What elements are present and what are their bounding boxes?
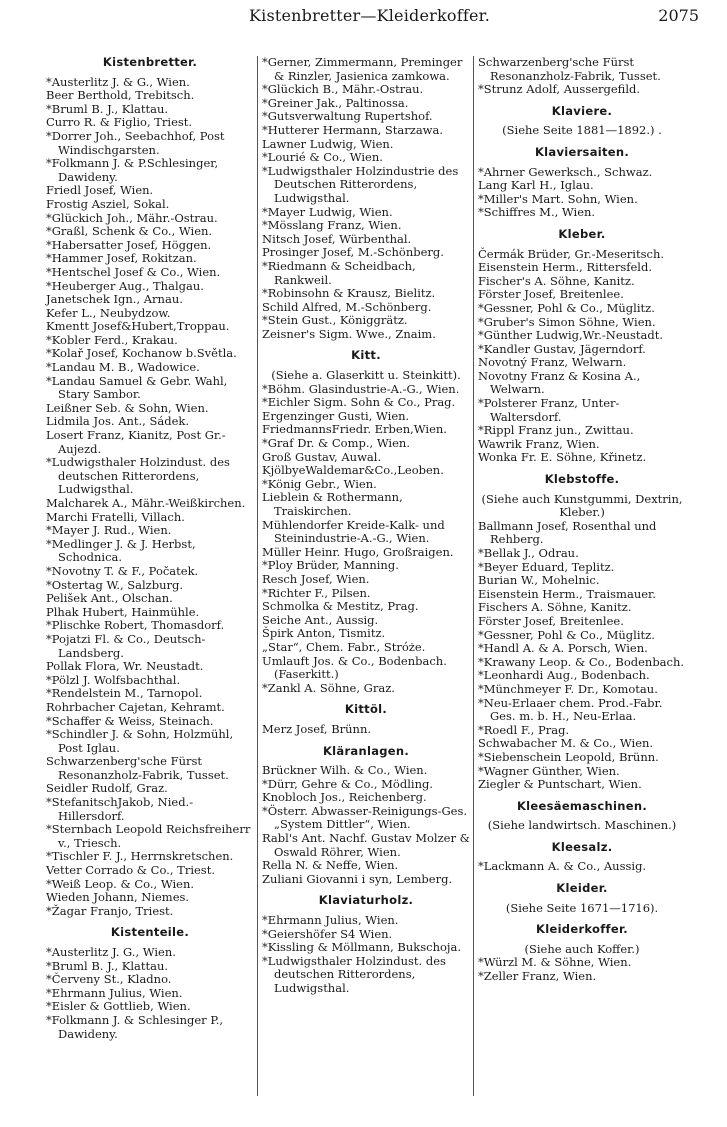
list-entry: Vetter Corrado & Co., Triest. xyxy=(46,863,215,878)
column-1 xyxy=(46,56,254,1127)
list-entry: *Novotny T. & F., Počatek. xyxy=(46,563,199,578)
list-entry: Losert Franz, Kianitz, Post Gr.-Aujezd. xyxy=(46,428,226,456)
list-entry: *Ehrmann Julius, Wien. xyxy=(46,985,183,1000)
page-title: Kistenbretter—Kleiderkoffer. xyxy=(248,6,491,25)
list-entry: Umlauft Jos. & Co., Bodenbach. (Faserkitt.) xyxy=(262,653,447,682)
list-entry: *Rippl Franz jun., Zwittau. xyxy=(478,423,634,438)
list-entry: *Miller's Mart. Sohn, Wien. xyxy=(478,191,638,206)
list-entry: *Dürr, Gehre & Co., Mödling. xyxy=(262,776,433,791)
section-title: Kistenteile. xyxy=(110,925,190,940)
list-entry: FriedmannsFriedr. Erben,Wien. xyxy=(262,422,447,437)
section-note: (Siehe auch Kunstgummi, Dextrin, Kleber.) xyxy=(481,491,683,520)
section-title: Kläranlagen. xyxy=(322,743,410,758)
list-entry: Seiche Ant., Aussig. xyxy=(262,612,379,627)
list-entry: *Schindler J. & Sohn, Holzmühl, Post Iglau. xyxy=(46,727,234,755)
list-entry: *Hentschel Josef & Co., Wien. xyxy=(46,264,221,279)
list-entry: *Greiner Jak., Paltinossa. xyxy=(262,95,409,110)
list-entry: *Pölzl J. Wolfsbachthal. xyxy=(46,672,181,687)
list-entry: Beer Berthold, Trebitsch. xyxy=(46,88,195,103)
list-entry: *StefanitschJakob, Nied.-Hillersdorf. xyxy=(46,795,194,823)
list-entry: Fischers A. Söhne, Kanitz. xyxy=(478,600,632,615)
list-entry: *Graßl, Schenk & Co., Wien. xyxy=(46,224,213,239)
list-entry: *Ludwigsthaler Holzindust. des deutschen Ritterordens, Ludwigsthal. xyxy=(262,953,446,995)
section-title: Kleber. xyxy=(558,226,606,241)
section-title: Kleesäemaschinen. xyxy=(516,798,648,813)
list-entry: *Glückich B., Mähr.-Ostrau. xyxy=(262,82,424,97)
list-entry: *Gessner, Pohl & Co., Müglitz. xyxy=(478,300,655,315)
list-entry: Kefer L., Neubydzow. xyxy=(46,305,171,320)
list-entry: *Schiffres M., Wien. xyxy=(478,205,596,220)
list-entry: Friedl Josef, Wien. xyxy=(46,183,154,198)
list-entry: Schwarzenberg'sche Fürst Resonanzholz-Fabrik, Tusset. xyxy=(478,55,661,83)
list-entry: *Schaffer & Weiss, Steinach. xyxy=(46,713,214,728)
list-entry: Müller Heinr. Hugo, Großraigen. xyxy=(262,544,454,559)
page-header xyxy=(40,6,699,28)
list-entry: Wieden Johann, Niemes. xyxy=(46,890,190,905)
section-note: (Siehe landwirtsch. Maschinen.) xyxy=(487,818,677,833)
list-entry: *Zankl A. Söhne, Graz. xyxy=(262,680,395,695)
section-title: Kitt. xyxy=(351,348,381,363)
list-entry: *Handl A. & A. Porsch, Wien. xyxy=(478,641,648,656)
list-entry: *Sternbach Leopold Reichsfreiherr v., Triesch. xyxy=(46,822,251,850)
list-entry: *Ostertag W., Salzburg. xyxy=(46,577,184,592)
list-entry: *Austerlitz J. G., Wien. xyxy=(46,945,176,959)
list-entry: Nitsch Josef, Würbenthal. xyxy=(262,231,412,246)
list-entry: *Weiß Leop. & Co., Wien. xyxy=(46,876,195,891)
list-entry: Marchi Fratelli, Villach. xyxy=(46,509,185,524)
list-entry: *Habersatter Josef, Höggen. xyxy=(46,237,212,252)
list-entry: Schild Alfred, M.-Schönberg. xyxy=(262,299,432,314)
list-entry: *Neu-Erlaaer chem. Prod.-Fabr. Ges. m. b. H., Neu-Erlaa. xyxy=(478,695,663,724)
list-entry: *Bruml B. J., Klattau. xyxy=(46,958,169,973)
column-2 xyxy=(262,56,470,1127)
list-entry: „Star“, Chem. Fabr., Stróże. xyxy=(262,639,426,654)
list-entry: *Krawany Leop. & Co., Bodenbach. xyxy=(478,654,685,669)
list-entry: *Pojatzi Fl. & Co., Deutsch-Landsberg. xyxy=(46,631,206,660)
section-title: Kittöl. xyxy=(344,702,388,717)
list-entry: *Zeller Franz, Wien. xyxy=(478,969,597,984)
list-entry: Frostig Asziel, Sokal. xyxy=(46,196,170,211)
section-title: Klaviere. xyxy=(551,103,613,118)
list-entry: Malcharek A., Mähr.-Weißkirchen. xyxy=(46,496,246,510)
list-entry: *Böhm. Glasindustrie-A.-G., Wien. xyxy=(262,381,460,396)
list-entry: Rohrbacher Cajetan, Kehramt. xyxy=(46,699,225,714)
list-entry: Lieblein & Rothermann, Traiskirchen. xyxy=(262,490,403,518)
section-title: Kleiderkoffer. xyxy=(536,922,628,937)
page-number: 2075 xyxy=(658,6,699,25)
list-entry: Seidler Rudolf, Graz. xyxy=(46,781,168,796)
list-entry: Groß Gustav, Auwal. xyxy=(262,449,382,464)
list-entry: Schwarzenberg'sche Fürst Resonanzholz-Fabrik, Tusset. xyxy=(46,754,229,782)
list-entry: *Richter F., Pilsen. xyxy=(262,585,371,600)
list-entry: *Austerlitz J. & G., Wien. xyxy=(46,74,190,89)
section-note: (Siehe Seite 1671—1716). xyxy=(505,900,659,915)
list-entry: *Eisler & Gottlieb, Wien. xyxy=(46,999,191,1014)
list-entry: Novotný Franz, Welwarn. xyxy=(478,355,627,370)
list-entry: Špirk Anton, Tismitz. xyxy=(262,626,386,641)
column-divider xyxy=(257,56,258,1096)
list-entry: Zuliani Giovanni i syn, Lemberg. xyxy=(262,871,453,886)
list-entry: Fischer's A. Söhne, Kanitz. xyxy=(478,273,635,288)
list-entry: *König Gebr., Wien. xyxy=(262,476,377,491)
list-entry: *Beyer Eduard, Teplitz. xyxy=(478,559,615,574)
list-entry: *Stein Gust., Königgrätz. xyxy=(262,313,408,328)
list-entry: *Polsterer Franz, Unter-Waltersdorf. xyxy=(478,396,620,424)
section-title: Klaviaturholz. xyxy=(318,893,414,908)
list-entry: *Kissling & Möllmann, Bukschoja. xyxy=(262,940,462,955)
list-entry: *Lourié & Co., Wien. xyxy=(262,150,383,165)
list-entry: *Leonhardi Aug., Bodenbach. xyxy=(478,668,650,683)
list-entry: Förster Josef, Breitenlee. xyxy=(478,613,624,628)
list-entry: Ziegler & Puntschart, Wien. xyxy=(478,777,642,792)
list-entry: Ballmann Josef, Rosenthal und Rehberg. xyxy=(478,518,657,547)
list-entry: *Medlinger J. & J. Herbst, Schodnica. xyxy=(46,536,196,565)
list-entry: *Riedmann & Scheidbach, Rankweil. xyxy=(262,258,416,287)
list-entry: Förster Josef, Breitenlee. xyxy=(478,287,624,302)
list-entry: Pollak Flora, Wr. Neustadt. xyxy=(46,659,204,674)
section-title: Kistenbretter. xyxy=(102,55,198,69)
section-title: Kleider. xyxy=(556,881,608,896)
list-entry: *Siebenschein Leopold, Brünn. xyxy=(478,749,659,764)
list-entry: *Tischler F. J., Herrnskretschen. xyxy=(46,849,234,864)
list-entry: *Eichler Sigm. Sohn & Co., Prag. xyxy=(262,395,456,410)
list-entry: Schmolka & Mestitz, Prag. xyxy=(262,599,419,614)
list-entry: Zeisner's Sigm. Wwe., Znaim. xyxy=(262,326,436,341)
list-entry: *Kandler Gustav, Jägerndorf. xyxy=(478,341,646,356)
list-entry: Lawner Ludwig, Wien. xyxy=(262,136,394,151)
list-entry: *Robinsohn & Krausz, Bielitz. xyxy=(262,286,436,301)
list-entry: *Geiershöfer S4 Wien. xyxy=(262,926,393,941)
list-entry: Schwabacher M. & Co., Wien. xyxy=(478,736,654,751)
list-entry: *Folkmann J. & Schlesinger P., Dawideny. xyxy=(46,1012,224,1041)
list-entry: *Münchmeyer F. Dr., Komotau. xyxy=(478,681,658,696)
list-entry: *Gerner, Zimmermann, Preminger & Rinzler, Jasienica zamkowa. xyxy=(262,55,463,83)
list-entry: *Ploy Brüder, Manning. xyxy=(262,558,399,573)
list-entry: Kmentt Josef&Hubert,Troppau. xyxy=(46,319,230,334)
list-entry: Mühlendorfer Kreide-Kalk- und Steinindustrie-A.-G., Wien. xyxy=(262,517,445,546)
list-entry: *Lackmann A. & Co., Aussig. xyxy=(478,859,647,874)
list-entry: *Kolař Josef, Kochanow b.Světla. xyxy=(46,346,237,361)
list-entry: *Mayer Ludwig, Wien. xyxy=(262,204,393,219)
list-entry: *Červeny St., Kladno. xyxy=(46,972,172,987)
list-entry: Knobloch Jos., Reichenberg. xyxy=(262,790,427,805)
list-entry: *Heuberger Aug., Thalgau. xyxy=(46,278,204,293)
list-entry: *Gruber's Simon Söhne, Wien. xyxy=(478,314,656,329)
list-entry: Leißner Seb. & Sohn, Wien. xyxy=(46,400,209,415)
section-title: Klebstoffe. xyxy=(544,472,620,487)
list-entry: *Roedl F., Prag. xyxy=(478,722,570,737)
list-entry: *Dorrer Joh., Seebachhof, Post Windischgarsten. xyxy=(46,128,225,157)
list-entry: *Gessner, Pohl & Co., Müglitz. xyxy=(478,627,655,642)
column-3 xyxy=(478,56,686,1127)
list-entry: *Mayer J. Rud., Wien. xyxy=(46,523,172,538)
list-entry: *Ludwigsthaler Holzindustrie des Deutschen Ritterordens, Ludwigsthal. xyxy=(262,163,459,205)
list-entry: Curro R. & Figlio, Triest. xyxy=(46,115,193,130)
list-entry: *Glückich Joh., Mähr.-Ostrau. xyxy=(46,210,218,225)
list-entry: *Strunz Adolf, Aussergefild. xyxy=(478,82,641,97)
list-entry: Pelišek Ant., Olschan. xyxy=(46,591,173,606)
list-entry: Eisenstein Herm., Traismauer. xyxy=(478,586,656,601)
section-note: (Siehe auch Koffer.) xyxy=(524,941,640,956)
list-entry: *Gutsverwaltung Rupertshof. xyxy=(262,109,433,124)
list-entry: *Würzl M. & Söhne, Wien. xyxy=(478,955,632,970)
list-entry: *Ludwigsthaler Holzindust. des deutschen Ritterordens, Ludwigsthal. xyxy=(46,455,230,497)
list-entry: *Hammer Josef, Rokitzan. xyxy=(46,251,197,266)
list-entry: *Österr. Abwasser-Reinigungs-Ges. „System Dittler“, Wien. xyxy=(262,803,468,832)
list-entry: Rabl's Ant. Nachf. Gustav Molzer & Oswald Röhrer, Wien. xyxy=(262,831,470,859)
list-entry: *Žagar Franjo, Triest. xyxy=(46,903,174,918)
list-entry: *Plischke Robert, Thomasdorf. xyxy=(46,618,225,633)
list-entry: *Graf Dr. & Comp., Wien. xyxy=(262,436,410,451)
list-entry: Prosinger Josef, M.-Schönberg. xyxy=(262,245,444,260)
list-entry: *Wagner Günther, Wien. xyxy=(478,763,620,778)
list-entry: *Bruml B. J., Klattau. xyxy=(46,101,169,116)
list-entry: Novotny Franz & Kosina A., Welwarn. xyxy=(478,368,641,397)
list-entry: *Rendelstein M., Tarnopol. xyxy=(46,686,203,701)
list-entry: Merz Josef, Brünn. xyxy=(262,721,372,736)
list-entry: Burian W., Mohelnic. xyxy=(478,573,600,588)
list-entry: Wawrik Franz, Wien. xyxy=(478,436,600,451)
list-entry: *Mösslang Franz, Wien. xyxy=(262,218,402,233)
section-note: (Siehe a. Glaserkitt u. Steinkitt). xyxy=(271,368,461,383)
list-entry: *Günther Ludwig,Wr.-Neustadt. xyxy=(478,328,664,343)
section-title: Klaviersaiten. xyxy=(534,144,630,159)
list-entry: Ergenzinger Gusti, Wien. xyxy=(262,408,410,423)
list-entry: Wonka Fr. E. Söhne, Křinetz. xyxy=(478,450,647,465)
section-title: Kleesalz. xyxy=(551,839,613,854)
list-entry: *Hutterer Hermann, Starzawa. xyxy=(262,122,444,137)
section-note: (Siehe Seite 1881—1892.) . xyxy=(502,123,662,138)
list-entry: Plhak Hubert, Hainmühle. xyxy=(46,604,200,619)
list-entry: *Folkmann J. & P.Schlesinger, Dawideny. xyxy=(46,156,219,184)
list-entry: *Kobler Ferd., Krakau. xyxy=(46,332,178,347)
list-entry: Eisenstein Herm., Rittersfeld. xyxy=(478,260,652,275)
list-entry: Janetschek Ign., Arnau. xyxy=(46,292,183,307)
list-entry: KjölbyeWaldemar&Co.,Leoben. xyxy=(262,463,444,478)
list-entry: Brückner Wilh. & Co., Wien. xyxy=(262,763,428,778)
list-entry: *Ehrmann Julius, Wien. xyxy=(262,913,399,928)
list-entry: *Landau Samuel & Gebr. Wahl, Stary Sambor. xyxy=(46,373,228,402)
list-entry: Lidmila Jos. Ant., Sádek. xyxy=(46,414,190,429)
list-entry: *Bellak J., Odrau. xyxy=(478,546,579,560)
list-entry: *Ahrner Gewerksch., Schwaz. xyxy=(478,164,653,179)
column-divider xyxy=(473,56,474,1096)
list-entry: Rella N. & Neffe, Wien. xyxy=(262,858,399,873)
list-entry: Resch Josef, Wien. xyxy=(262,571,370,586)
list-entry: Lang Karl H., Iglau. xyxy=(478,178,594,193)
list-entry: *Landau M. B., Wadowice. xyxy=(46,360,200,375)
list-entry: Čermák Brüder, Gr.-Meseritsch. xyxy=(478,246,665,261)
